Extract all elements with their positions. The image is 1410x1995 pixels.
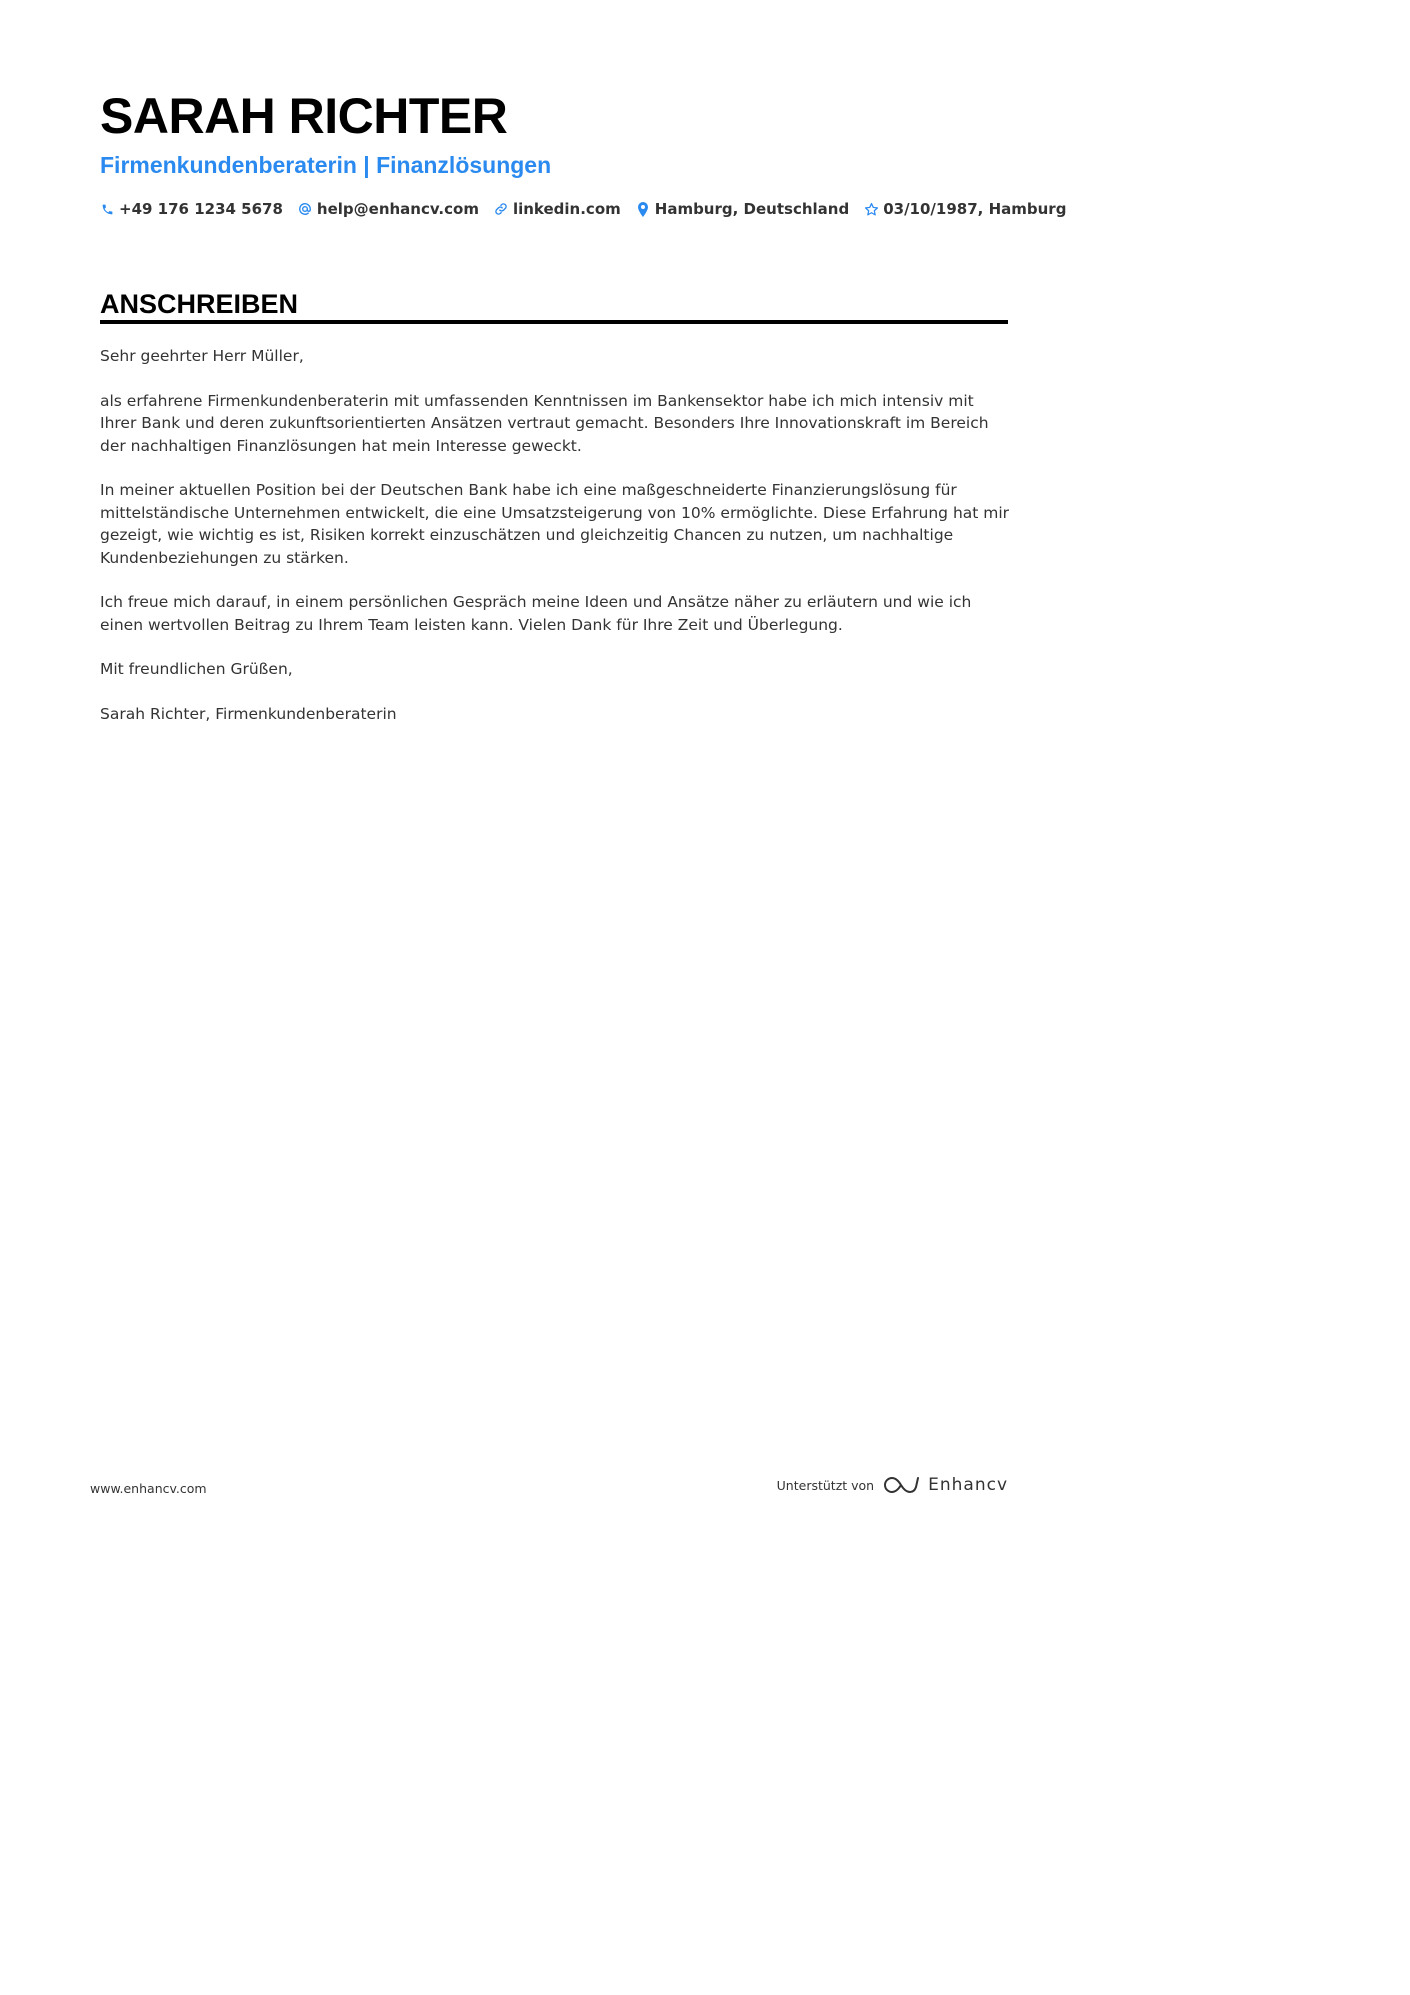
powered-by-label: Unterstützt von bbox=[776, 1477, 875, 1493]
section-title: ANSCHREIBEN bbox=[100, 289, 299, 319]
footer-powered-by[interactable] bbox=[777, 1475, 1008, 1495]
contact-birth bbox=[864, 198, 1066, 220]
contact-phone-text: +49 176 1234 5678 bbox=[119, 200, 283, 218]
contact-email[interactable] bbox=[298, 198, 479, 220]
at-icon bbox=[298, 202, 313, 217]
contact-location-text: Hamburg, Deutschland bbox=[654, 200, 850, 218]
contact-birth-text: 03/10/1987, Hamburg bbox=[883, 200, 1067, 218]
contact-linkedin[interactable] bbox=[494, 198, 621, 220]
location-pin-icon bbox=[636, 202, 651, 217]
contact-linkedin-text: linkedin.com bbox=[512, 200, 621, 218]
contact-phone[interactable] bbox=[100, 198, 283, 220]
letter-body bbox=[100, 345, 1010, 747]
applicant-name: SARAH RICHTER bbox=[100, 88, 508, 144]
letter-paragraph: In meiner aktuellen Position bei der Deutschen Bank habe ich eine maßgeschneiderte Finanzierungslösung für mittelständische Unternehmen entwickelt, die eine Umsatzsteigerung von 10% ermöglichte. Diese Erfahrung hat mir gezeigt, wie wichtig es ist, Risiken korrekt einzuschätzen und gleichzeitig Chancen zu nutzen, um nachhaltige Kundenbeziehungen zu stärken. bbox=[100, 481, 1010, 567]
star-icon bbox=[864, 202, 879, 217]
enhancv-brand-name: Enhancv bbox=[928, 1475, 1008, 1495]
letter-closing: Mit freundlichen Grüßen, bbox=[100, 660, 293, 678]
phone-icon bbox=[100, 202, 115, 217]
letter-salutation: Sehr geehrter Herr Müller, bbox=[100, 347, 304, 365]
letter-paragraph: Ich freue mich darauf, in einem persönlichen Gespräch meine Ideen und Ansätze näher zu erläutern und wie ich einen wertvollen Beitrag zu Ihrem Team leisten kann. Vielen Dank für Ihre Zeit und Überlegung. bbox=[100, 593, 972, 634]
contact-bar bbox=[100, 198, 1066, 220]
applicant-title: Firmenkundenberaterin | Finanzlösungen bbox=[100, 152, 552, 178]
section-divider bbox=[100, 320, 1008, 324]
enhancv-logo-icon bbox=[884, 1475, 920, 1495]
footer-website-link[interactable]: www.enhancv.com bbox=[90, 1481, 207, 1496]
contact-location bbox=[636, 198, 849, 220]
letter-paragraph: als erfahrene Firmenkundenberaterin mit umfassenden Kenntnissen im Bankensektor habe ich mich intensiv mit Ihrer Bank und deren zukunftsorientierten Ansätzen vertraut gemacht. Besonders Ihre Innovationskraft im Bereich der nachhaltigen Finanzlösungen hat mein Interesse geweckt. bbox=[100, 391, 989, 455]
contact-email-text: help@enhancv.com bbox=[316, 200, 479, 218]
link-icon bbox=[494, 202, 509, 217]
letter-signature: Sarah Richter, Firmenkundenberaterin bbox=[100, 704, 397, 723]
